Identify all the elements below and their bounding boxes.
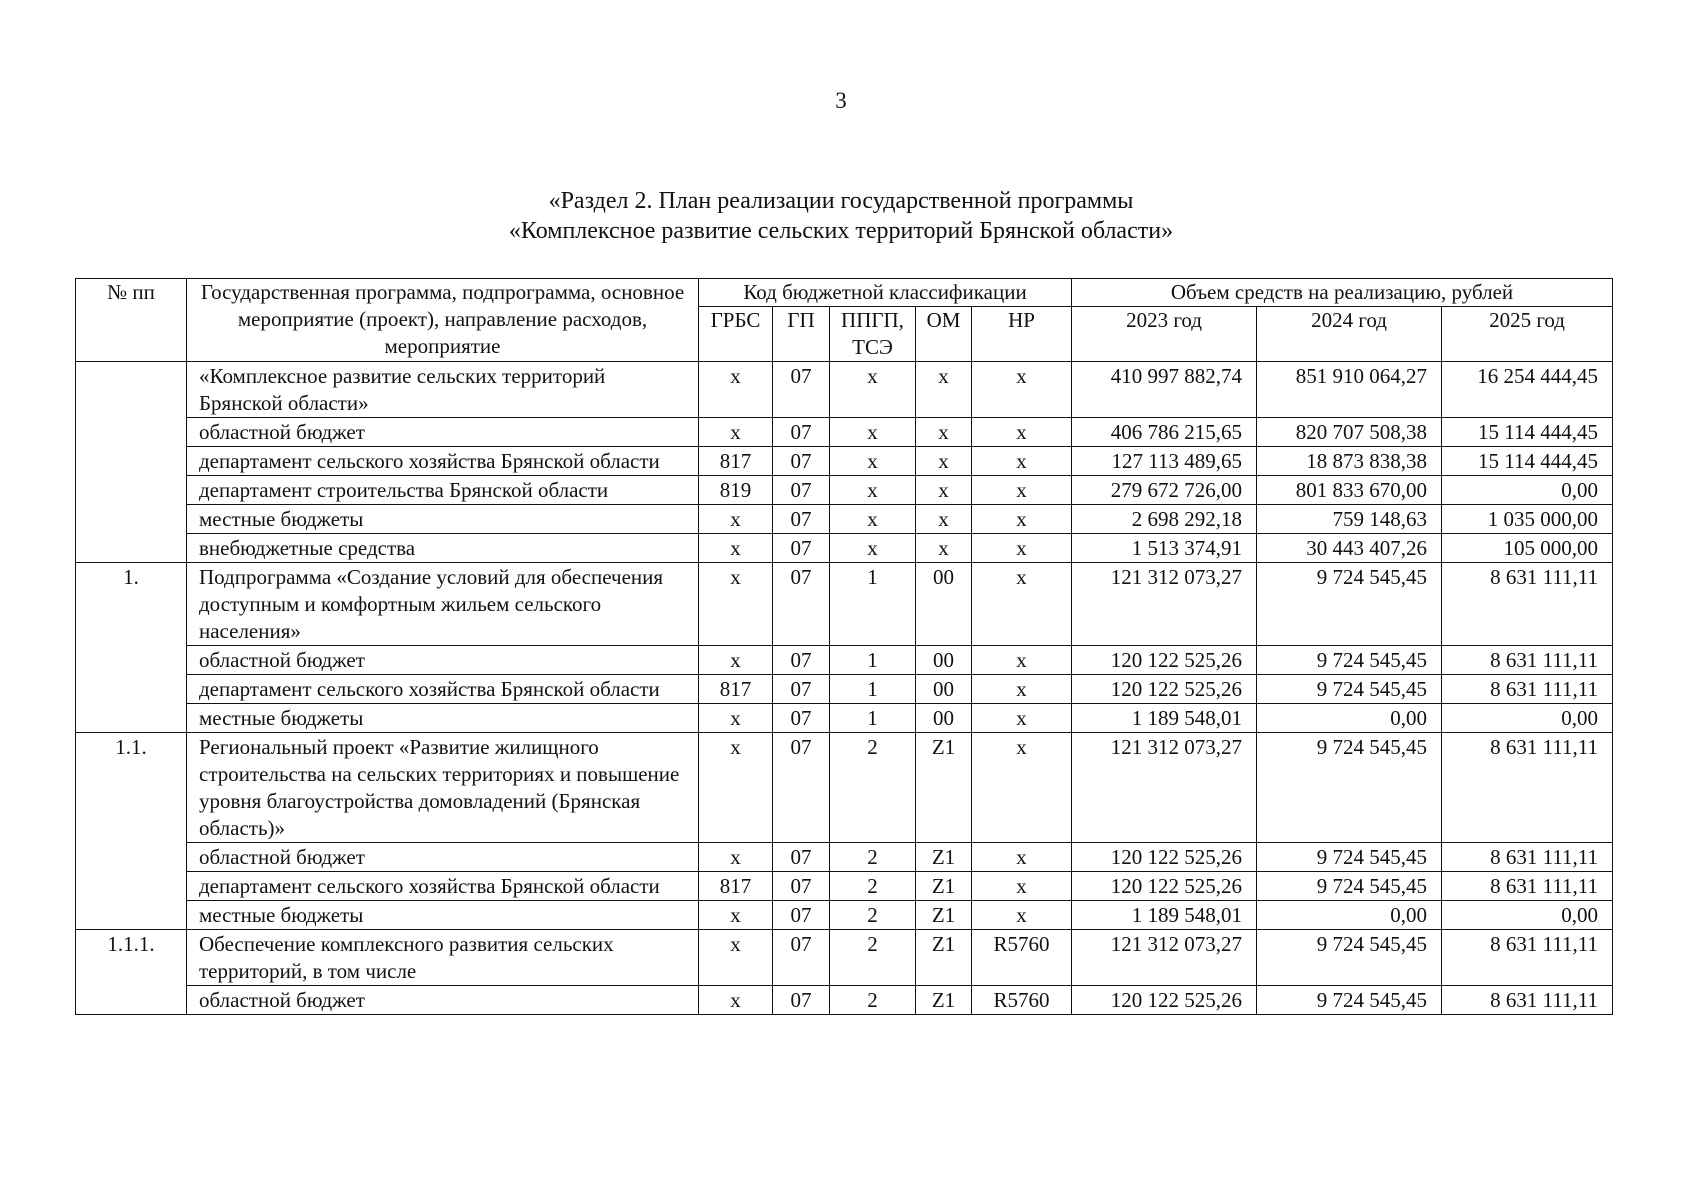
cell-ppgp: х <box>830 447 916 476</box>
header-gp: ГП <box>773 307 830 362</box>
cell-2023: 1 189 548,01 <box>1072 704 1257 733</box>
cell-2023: 1 513 374,91 <box>1072 534 1257 563</box>
cell-grbs: х <box>699 704 773 733</box>
cell-om: 00 <box>916 563 972 646</box>
cell-nr: х <box>972 872 1072 901</box>
cell-2025: 8 631 111,11 <box>1442 986 1613 1015</box>
cell-2025: 16 254 444,45 <box>1442 362 1613 418</box>
cell-2024: 759 148,63 <box>1257 505 1442 534</box>
cell-nr: х <box>972 563 1072 646</box>
cell-ppgp: х <box>830 418 916 447</box>
cell-2024: 0,00 <box>1257 901 1442 930</box>
cell-2025: 8 631 111,11 <box>1442 646 1613 675</box>
cell-nr: х <box>972 646 1072 675</box>
cell-ppgp: 1 <box>830 675 916 704</box>
cell-ppgp: х <box>830 505 916 534</box>
cell-ppgp: 2 <box>830 843 916 872</box>
cell-grbs: 817 <box>699 447 773 476</box>
cell-gp: 07 <box>773 563 830 646</box>
cell-om: Z1 <box>916 872 972 901</box>
table-row <box>76 872 1613 901</box>
cell-nr: х <box>972 534 1072 563</box>
cell-name: департамент сельского хозяйства Брянской области <box>187 675 699 704</box>
cell-name: местные бюджеты <box>187 901 699 930</box>
cell-om: х <box>916 418 972 447</box>
cell-gp: 07 <box>773 704 830 733</box>
cell-2024: 9 724 545,45 <box>1257 646 1442 675</box>
cell-grbs: х <box>699 563 773 646</box>
table-row <box>76 362 1613 418</box>
table-row <box>76 505 1613 534</box>
cell-om: 00 <box>916 675 972 704</box>
table-row <box>76 901 1613 930</box>
cell-gp: 07 <box>773 534 830 563</box>
cell-2023: 120 122 525,26 <box>1072 646 1257 675</box>
cell-nr: х <box>972 675 1072 704</box>
cell-num: 1. <box>76 563 187 733</box>
cell-om: 00 <box>916 646 972 675</box>
cell-gp: 07 <box>773 733 830 843</box>
table-row <box>76 476 1613 505</box>
table-row <box>76 704 1613 733</box>
cell-2024: 851 910 064,27 <box>1257 362 1442 418</box>
cell-nr: х <box>972 447 1072 476</box>
cell-2024: 801 833 670,00 <box>1257 476 1442 505</box>
cell-2024: 9 724 545,45 <box>1257 930 1442 986</box>
cell-gp: 07 <box>773 872 830 901</box>
cell-nr: х <box>972 418 1072 447</box>
cell-om: х <box>916 534 972 563</box>
cell-name: департамент строительства Брянской области <box>187 476 699 505</box>
table-row <box>76 843 1613 872</box>
cell-num: 1.1. <box>76 733 187 930</box>
cell-num: 1.1.1. <box>76 930 187 1015</box>
cell-2023: 120 122 525,26 <box>1072 843 1257 872</box>
cell-name: областной бюджет <box>187 843 699 872</box>
cell-om: Z1 <box>916 930 972 986</box>
cell-name: областной бюджет <box>187 646 699 675</box>
cell-gp: 07 <box>773 901 830 930</box>
cell-2025: 8 631 111,11 <box>1442 872 1613 901</box>
cell-2023: 120 122 525,26 <box>1072 675 1257 704</box>
header-volume: Объем средств на реализацию, рублей <box>1072 279 1613 307</box>
cell-grbs: 817 <box>699 872 773 901</box>
cell-grbs: х <box>699 418 773 447</box>
cell-name: областной бюджет <box>187 418 699 447</box>
cell-grbs: х <box>699 646 773 675</box>
cell-2024: 9 724 545,45 <box>1257 872 1442 901</box>
cell-nr: х <box>972 505 1072 534</box>
cell-name: департамент сельского хозяйства Брянской области <box>187 872 699 901</box>
cell-gp: 07 <box>773 646 830 675</box>
header-num: № пп <box>76 279 187 362</box>
cell-ppgp: 2 <box>830 901 916 930</box>
table-row <box>76 646 1613 675</box>
cell-nr: х <box>972 362 1072 418</box>
header-2023: 2023 год <box>1072 307 1257 362</box>
header-budget-code: Код бюджетной классификации <box>699 279 1072 307</box>
cell-2023: 127 113 489,65 <box>1072 447 1257 476</box>
table-row <box>76 534 1613 563</box>
cell-ppgp: х <box>830 534 916 563</box>
header-grbs: ГРБС <box>699 307 773 362</box>
cell-2024: 9 724 545,45 <box>1257 563 1442 646</box>
cell-2024: 820 707 508,38 <box>1257 418 1442 447</box>
header-om: ОМ <box>916 307 972 362</box>
table-row <box>76 986 1613 1015</box>
cell-grbs: х <box>699 534 773 563</box>
heading-line-1: «Раздел 2. План реализации государственной программы <box>548 188 1134 214</box>
cell-om: х <box>916 362 972 418</box>
cell-2025: 15 114 444,45 <box>1442 418 1613 447</box>
cell-2023: 406 786 215,65 <box>1072 418 1257 447</box>
cell-2024: 9 724 545,45 <box>1257 843 1442 872</box>
cell-ppgp: 2 <box>830 733 916 843</box>
cell-om: х <box>916 447 972 476</box>
cell-num <box>76 362 187 563</box>
cell-gp: 07 <box>773 986 830 1015</box>
cell-name: областной бюджет <box>187 986 699 1015</box>
header-name: Государственная программа, подпрограмма, основное мероприятие (проект), направление расходов, мероприятие <box>187 279 699 362</box>
cell-2025: 8 631 111,11 <box>1442 843 1613 872</box>
table-header <box>76 279 1613 362</box>
cell-2023: 121 312 073,27 <box>1072 930 1257 986</box>
cell-2024: 9 724 545,45 <box>1257 675 1442 704</box>
cell-2025: 8 631 111,11 <box>1442 563 1613 646</box>
cell-grbs: 817 <box>699 675 773 704</box>
cell-2024: 18 873 838,38 <box>1257 447 1442 476</box>
cell-2024: 0,00 <box>1257 704 1442 733</box>
table-row <box>76 418 1613 447</box>
cell-gp: 07 <box>773 930 830 986</box>
cell-nr: х <box>972 843 1072 872</box>
cell-2025: 0,00 <box>1442 704 1613 733</box>
cell-name: департамент сельского хозяйства Брянской области <box>187 447 699 476</box>
cell-2024: 9 724 545,45 <box>1257 986 1442 1015</box>
cell-gp: 07 <box>773 447 830 476</box>
cell-nr: R5760 <box>972 986 1072 1015</box>
document-heading <box>0 186 1682 246</box>
cell-grbs: х <box>699 843 773 872</box>
cell-name: внебюджетные средства <box>187 534 699 563</box>
table-row <box>76 447 1613 476</box>
cell-om: 00 <box>916 704 972 733</box>
table-row <box>76 930 1613 986</box>
cell-2024: 30 443 407,26 <box>1257 534 1442 563</box>
heading-line-2: «Комплексное развитие сельских территорий Брянской области» <box>508 218 1174 244</box>
cell-2025: 1 035 000,00 <box>1442 505 1613 534</box>
cell-2023: 121 312 073,27 <box>1072 733 1257 843</box>
cell-om: Z1 <box>916 901 972 930</box>
cell-2023: 121 312 073,27 <box>1072 563 1257 646</box>
cell-name: Обеспечение комплексного развития сельских территорий, в том числе <box>187 930 699 986</box>
cell-ppgp: 2 <box>830 872 916 901</box>
cell-2023: 410 997 882,74 <box>1072 362 1257 418</box>
cell-gp: 07 <box>773 843 830 872</box>
header-2024: 2024 год <box>1257 307 1442 362</box>
cell-2025: 8 631 111,11 <box>1442 733 1613 843</box>
cell-2025: 8 631 111,11 <box>1442 930 1613 986</box>
cell-2023: 120 122 525,26 <box>1072 872 1257 901</box>
cell-grbs: 819 <box>699 476 773 505</box>
cell-nr: R5760 <box>972 930 1072 986</box>
cell-2023: 1 189 548,01 <box>1072 901 1257 930</box>
cell-ppgp: 1 <box>830 704 916 733</box>
header-nr: НР <box>972 307 1072 362</box>
table-row <box>76 675 1613 704</box>
cell-name: местные бюджеты <box>187 505 699 534</box>
cell-2025: 0,00 <box>1442 476 1613 505</box>
cell-ppgp: х <box>830 476 916 505</box>
cell-2023: 120 122 525,26 <box>1072 986 1257 1015</box>
cell-ppgp: 1 <box>830 563 916 646</box>
cell-om: х <box>916 505 972 534</box>
cell-nr: х <box>972 733 1072 843</box>
page-number: 3 <box>835 88 847 113</box>
table-row <box>76 733 1613 843</box>
table-row <box>76 563 1613 646</box>
cell-om: Z1 <box>916 843 972 872</box>
cell-nr: х <box>972 901 1072 930</box>
cell-name: местные бюджеты <box>187 704 699 733</box>
cell-2025: 0,00 <box>1442 901 1613 930</box>
cell-ppgp: 2 <box>830 986 916 1015</box>
cell-ppgp: х <box>830 362 916 418</box>
header-2025: 2025 год <box>1442 307 1613 362</box>
cell-ppgp: 2 <box>830 930 916 986</box>
cell-2025: 15 114 444,45 <box>1442 447 1613 476</box>
cell-grbs: х <box>699 733 773 843</box>
cell-gp: 07 <box>773 476 830 505</box>
cell-2025: 8 631 111,11 <box>1442 675 1613 704</box>
cell-grbs: х <box>699 505 773 534</box>
cell-ppgp: 1 <box>830 646 916 675</box>
cell-grbs: х <box>699 901 773 930</box>
cell-om: Z1 <box>916 986 972 1015</box>
cell-nr: х <box>972 476 1072 505</box>
cell-gp: 07 <box>773 505 830 534</box>
cell-om: х <box>916 476 972 505</box>
table-body <box>76 362 1613 1015</box>
cell-name: Региональный проект «Развитие жилищного строительства на сельских территориях и повышение уровня благоустройства домовладений (Брянская область)» <box>187 733 699 843</box>
header-ppgp: ППГП, ТСЭ <box>830 307 916 362</box>
cell-name: Подпрограмма «Создание условий для обеспечения доступным и комфортным жильем сельского населения» <box>187 563 699 646</box>
cell-om: Z1 <box>916 733 972 843</box>
cell-gp: 07 <box>773 418 830 447</box>
cell-gp: 07 <box>773 362 830 418</box>
cell-name: «Комплексное развитие сельских территорий Брянской области» <box>187 362 699 418</box>
cell-nr: х <box>972 704 1072 733</box>
cell-grbs: х <box>699 362 773 418</box>
cell-2023: 2 698 292,18 <box>1072 505 1257 534</box>
cell-grbs: х <box>699 986 773 1015</box>
cell-grbs: х <box>699 930 773 986</box>
cell-2025: 105 000,00 <box>1442 534 1613 563</box>
cell-2024: 9 724 545,45 <box>1257 733 1442 843</box>
cell-2023: 279 672 726,00 <box>1072 476 1257 505</box>
cell-gp: 07 <box>773 675 830 704</box>
implementation-plan-table <box>75 278 1613 1015</box>
